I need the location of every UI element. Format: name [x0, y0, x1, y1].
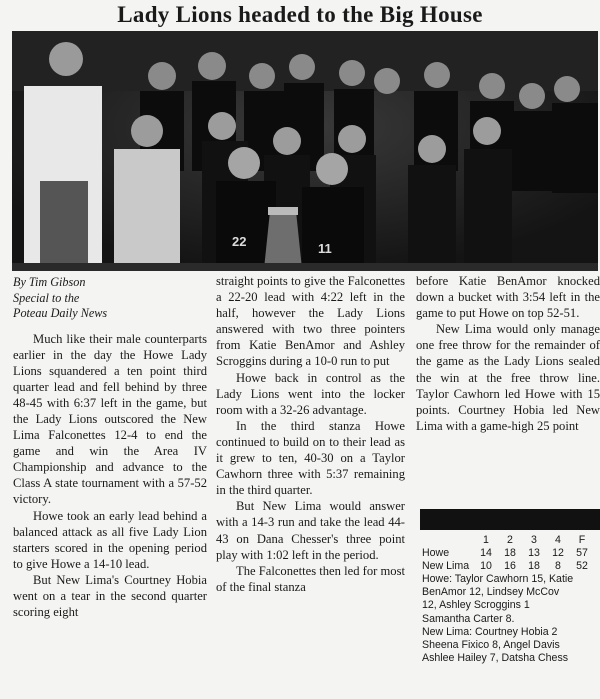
article-column-2 [216, 273, 405, 595]
paragraph: New Lima would only manage one free throw for the remainder of the game as the Lady Lions sealed the win at the free throw line. Taylor Cawhorn led Howe with 15 points. Courtney Hobia led New Lima with a game-high 25 point [416, 322, 600, 433]
headline: Lady Lions headed to the Big House [117, 2, 483, 27]
byline-publication: Poteau Daily News [13, 306, 108, 320]
quarter-score: 10 [480, 560, 492, 573]
paragraph: The Falconettes then led for most of the final stanza [216, 563, 405, 594]
team-photo-image [12, 31, 598, 271]
paragraph: Howe took an early lead behind a balanced attack as all five Lady Lion starters scored in the opening period to give Howe a 14-10 lead. [13, 508, 207, 571]
scoring-line: BenAmor 12, Lindsey McCov [422, 586, 560, 599]
boxscore [422, 534, 600, 665]
scoring-line: New Lima: Courtney Hobia 2 [422, 625, 558, 638]
scoring-line: Ashlee Hailey 7, Datsha Chess [422, 651, 569, 664]
byline [13, 275, 207, 322]
quarter-label: 2 [507, 534, 513, 546]
article-column-3 [416, 273, 600, 434]
quarter-score: 14 [480, 547, 492, 560]
quarter-label: 1 [483, 534, 489, 546]
byline-role: Special to the [13, 290, 80, 305]
paragraph: straight points to give the Falconettes a 22-20 lead with 4:22 left in the half, however the Lady Lions answered with two three pointers from Katie BenAmor and Ashley Scroggins during a 10-0 run to put [216, 274, 405, 369]
team-photo [12, 31, 598, 271]
boxscore-quarter-header [422, 534, 594, 547]
boxscore-header-bar [420, 509, 600, 530]
quarter-score: 16 [504, 560, 516, 573]
scoring-line: 12, Ashley Scroggins 1 [422, 599, 530, 612]
paragraph: But New Lima would answer with a 14-3 run and take the lead 44-43 on Dana Chesser's three point play with 1:02 left in the period. [216, 499, 405, 562]
scoring-line: Howe: Taylor Cawhorn 15, Katie [422, 573, 574, 586]
paragraph: In the third stanza Howe continued to build on to their lead as it grew to ten, 40-30 on a Taylor Cawhorn three with 5:37 remaining in the third quarter. [216, 418, 405, 498]
quarter-score: 18 [528, 560, 540, 573]
quarter-score: 18 [504, 547, 516, 560]
team-name: Howe [422, 547, 450, 560]
team-name: New Lima [422, 560, 470, 573]
byline-author: By Tim Gibson [13, 275, 86, 289]
table-row [422, 547, 594, 560]
quarter-label: 3 [531, 534, 537, 546]
quarter-label: 4 [555, 534, 561, 546]
paragraph: before Katie BenAmor knocked down a bucket with 3:54 left in the game to put Howe on top 52-51. [416, 274, 600, 321]
paragraph: Howe back in control as the Lady Lions went into the locker room with a 32-26 advantage. [216, 370, 405, 417]
quarter-score: 8 [555, 560, 561, 573]
paragraph: Much like their male counterparts earlier in the day the Howe Lady Lions squandered a ten point third quarter lead and fell behind by three 48-45 with 6:37 left in the game, but the Lady Lions outscored the New Lima Falconettes 12-4 to end the game and win the Area IV Championship and advance to the Class A state tournament with a 57-52 victory. [13, 331, 207, 507]
scoring-line: Sheena Fixico 8, Angel Davis [422, 638, 560, 651]
scoring-line: Samantha Carter 8. [422, 612, 515, 625]
final-score: 52 [576, 560, 588, 573]
table-row [422, 560, 594, 573]
paragraph: But New Lima's Courtney Hobia went on a tear in the second quarter scoring eight [13, 572, 207, 620]
quarter-score: 12 [552, 547, 564, 560]
svg-text:22: 22 [232, 234, 247, 249]
final-score: 57 [576, 547, 588, 560]
quarter-label: F [578, 534, 586, 546]
article-column-1 [13, 275, 207, 620]
boxscore-summary [422, 573, 600, 665]
quarter-score: 13 [528, 547, 540, 560]
svg-text:11: 11 [318, 241, 332, 256]
boxscore-table [422, 534, 594, 573]
